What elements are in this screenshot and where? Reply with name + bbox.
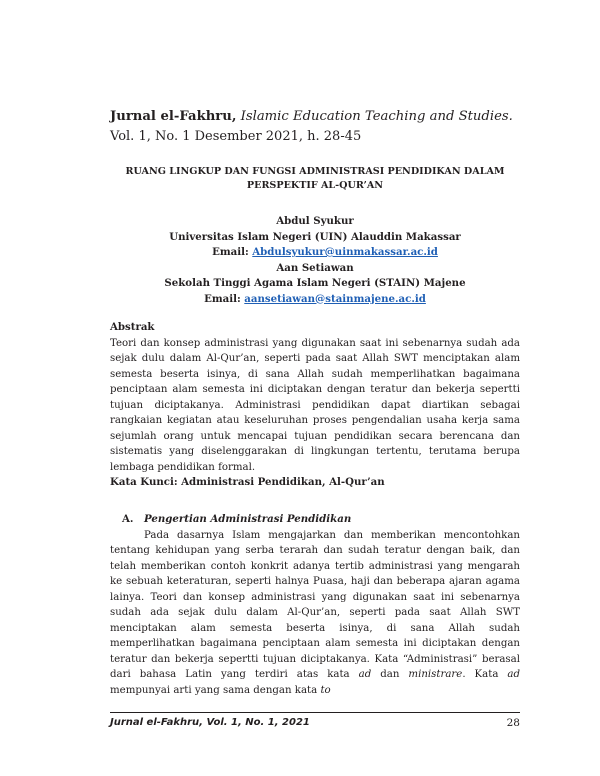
- abstract-heading: Abstrak: [110, 321, 155, 333]
- title-line-2: PERSPEKTIF AL-QUR’AN: [246, 180, 384, 191]
- paragraph-tail: mempunyai arti yang sama dengan kata: [110, 684, 318, 696]
- footer-divider: [110, 712, 520, 713]
- author-email-link-1[interactable]: Abdulsyukur@uinmakassar.ac.id: [252, 246, 438, 258]
- author-affiliation-2: Sekolah Tinggi Agama Islam Negeri (STAIN) Majene: [164, 277, 466, 289]
- author-email-row-1: [110, 245, 520, 261]
- author-email-row-2: [110, 292, 520, 308]
- journal-header: [110, 108, 530, 126]
- article-title: [110, 165, 520, 193]
- title-line-1: RUANG LINGKUP DAN FUNGSI ADMINISTRASI PENDIDIKAN DALAM: [125, 166, 505, 177]
- journal-name: Jurnal el-Fakhru,: [110, 109, 237, 124]
- volume-line: Vol. 1, No. 1 Desember 2021, h. 28-45: [110, 129, 362, 144]
- paragraph-body: Pada dasarnya Islam mengajarkan dan memberikan mencontohkan tentang kehidupan yang serba terarah dan sudah teratur dengan baik, dan telah memberikan contoh konkrit adanya tertib administrasi yang mengarah ke sebuah keteraturan, seperti halnya Puasa, haji dan beberapa ajaran agama lainya. Teori dan konsep administrasi yang digunakan saat ini sebenarnya sudah ada sejak dulu dalam Al-Qur’an, seperti pada saat Allah SWT menciptakan alam semesta beserta isinya, di sana Allah sudah memperlihatkan bagaimana penciptaan alam semesta ini diciptakan dengan teratur dan bekerja sepertti tujuan diciptakanya. Kata “Administrasi” berasal dari bahasa Latin yang terdiri atas kata: [110, 529, 520, 680]
- author-name-2: Aan Setiawan: [276, 261, 354, 274]
- term-ministrare: ministrare: [408, 669, 463, 680]
- section-a-heading: [110, 512, 520, 528]
- journal-subtitle: Islamic Education Teaching and Studies.: [240, 109, 513, 124]
- email-label-2: Email:: [204, 292, 241, 305]
- section-a-paragraph: [110, 528, 520, 699]
- paragraph-after: . Kata: [462, 669, 499, 680]
- abstract-section: [110, 320, 520, 491]
- author-affiliation-1: Universitas Islam Negeri (UIN) Alauddin Makassar: [169, 230, 461, 243]
- term-ad-2: ad: [507, 669, 520, 680]
- author-block: [110, 214, 520, 307]
- email-label-1: Email:: [212, 246, 249, 258]
- term-ad: ad: [358, 669, 372, 680]
- section-a: [110, 512, 520, 698]
- keywords: Kata Kunci: Administrasi Pendidikan, Al-Qur’an: [110, 476, 385, 488]
- footer-journal-ref: Jurnal el-Fakhru, Vol. 1, No. 1, 2021: [110, 717, 310, 728]
- word-dan: dan: [380, 669, 400, 680]
- abstract-text: Teori dan konsep administrasi yang digunakan saat ini sebenarnya sudah ada sejak dulu dalam Al-Qur’an, seperti pada saat Allah SWT menciptakan alam semesta beserta isinya, di sana Allah sudah memperlihatkan bagaimana penciptaan alam semesta ini diciptakan dengan teratur dan bekerja sepertti tujuan diciptakanya. Administrasi pendidikan dapat diartikan sebagai rangkaian kegiatan atau keseluruhan proses pengendalian usaha kerja sama sejumlah orang untuk mencapai tujuan pendidikan secara berencana dan sistematis yang diselenggarakan di lingkungan tertentu, terutama berupa lembaga pendidikan formal.: [110, 337, 520, 473]
- section-a-title: Pengertian Administrasi Pendidikan: [144, 513, 352, 525]
- author-email-link-2[interactable]: aansetiawan@stainmajene.ac.id: [244, 292, 426, 305]
- page-number: 28: [506, 717, 520, 729]
- term-to: to: [320, 684, 331, 696]
- author-name-1: Abdul Syukur: [276, 215, 354, 227]
- section-a-number: A.: [122, 513, 134, 525]
